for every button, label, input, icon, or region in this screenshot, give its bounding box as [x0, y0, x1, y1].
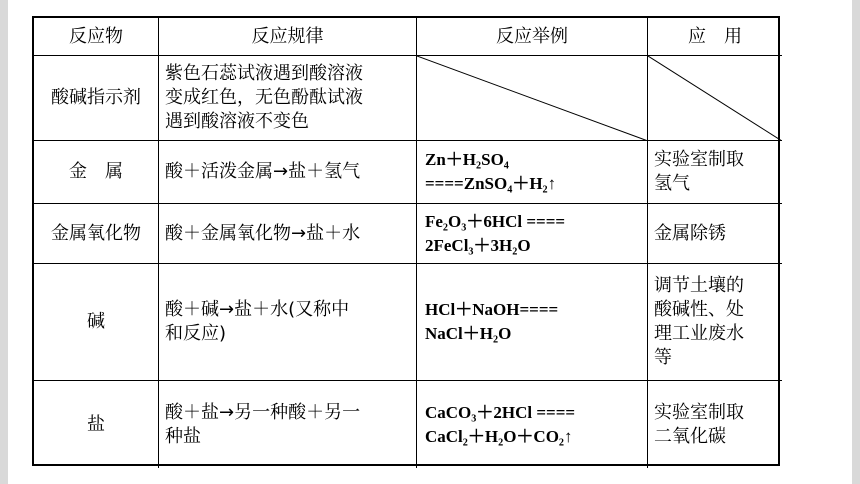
- example-salt: [417, 381, 648, 468]
- application-metal: [648, 141, 782, 204]
- application-line: 氢气: [654, 173, 690, 194]
- equation-line: NaCl＋H₂O: [425, 324, 512, 343]
- header-application: 应 用: [648, 18, 782, 56]
- equation-line: CaCO₃＋2HCl ====: [425, 402, 576, 422]
- header-reactant: 反应物: [34, 18, 159, 56]
- acid-reactions-table: [32, 16, 780, 466]
- rule-line: 酸＋盐→另一种酸＋另一: [165, 401, 361, 423]
- example-metal: [417, 141, 648, 204]
- header-example: 反应举例: [417, 18, 648, 56]
- rule-line: 种盐: [165, 425, 201, 447]
- reactant-metal: 金 属: [34, 141, 159, 204]
- diagonal-line: [417, 56, 648, 141]
- application-indicator-empty: [648, 56, 782, 141]
- rule-line: 酸＋碱→盐＋水(又称中: [165, 299, 350, 320]
- header-rule: 反应规律: [159, 18, 417, 56]
- equation-line: CaCl₂＋H₂O＋CO₂↑: [425, 426, 573, 446]
- equation-line: Zn＋H₂SO₄: [425, 150, 509, 169]
- diagonal-line: [648, 56, 782, 141]
- reactant-metal-oxide: 金属氧化物: [34, 204, 159, 264]
- equation-line: HCl＋NaOH====: [425, 300, 559, 319]
- reactant-indicator: 酸碱指示剂: [34, 56, 159, 141]
- example-base: [417, 264, 648, 381]
- rule-line: 酸＋活泼金属→盐＋氢气: [165, 161, 361, 182]
- application-line: 金属除锈: [654, 222, 726, 244]
- equation-line: 2FeCl₃＋3H₂O: [425, 235, 531, 255]
- application-base: [648, 264, 782, 381]
- application-line: 酸碱性、处: [654, 299, 744, 320]
- left-side-bar: [0, 0, 8, 484]
- rule-indicator: [159, 56, 417, 141]
- rule-line: 遇到酸溶液不变色: [165, 111, 309, 132]
- rule-metal-oxide: [159, 204, 417, 264]
- example-metal-oxide: [417, 204, 648, 264]
- reactant-base: 碱: [34, 264, 159, 381]
- application-line: 实验室制取: [654, 401, 744, 423]
- application-line: 二氧化碳: [654, 425, 726, 447]
- rule-line: 和反应): [165, 323, 227, 344]
- example-indicator-empty: [417, 56, 648, 141]
- rule-salt: [159, 381, 417, 468]
- application-line: 理工业废水: [654, 323, 744, 344]
- rule-line: 酸＋金属氧化物→盐＋水: [165, 222, 361, 244]
- application-line: 实验室制取: [654, 149, 744, 170]
- rule-base: [159, 264, 417, 381]
- equation-line: Fe₂O₃＋6HCl ====: [425, 211, 566, 231]
- application-line: 等: [654, 347, 672, 368]
- right-side-bar: [852, 0, 860, 484]
- application-salt: [648, 381, 782, 468]
- application-metal-oxide: [648, 204, 782, 264]
- equation-line: ====ZnSO₄＋H₂↑: [425, 174, 557, 193]
- rule-metal: [159, 141, 417, 204]
- application-line: 调节土壤的: [654, 275, 744, 296]
- rule-line: 变成红色，无色酚酞试液: [165, 87, 363, 108]
- rule-line: 紫色石蕊试液遇到酸溶液: [165, 63, 363, 84]
- reactant-salt: 盐: [34, 381, 159, 468]
